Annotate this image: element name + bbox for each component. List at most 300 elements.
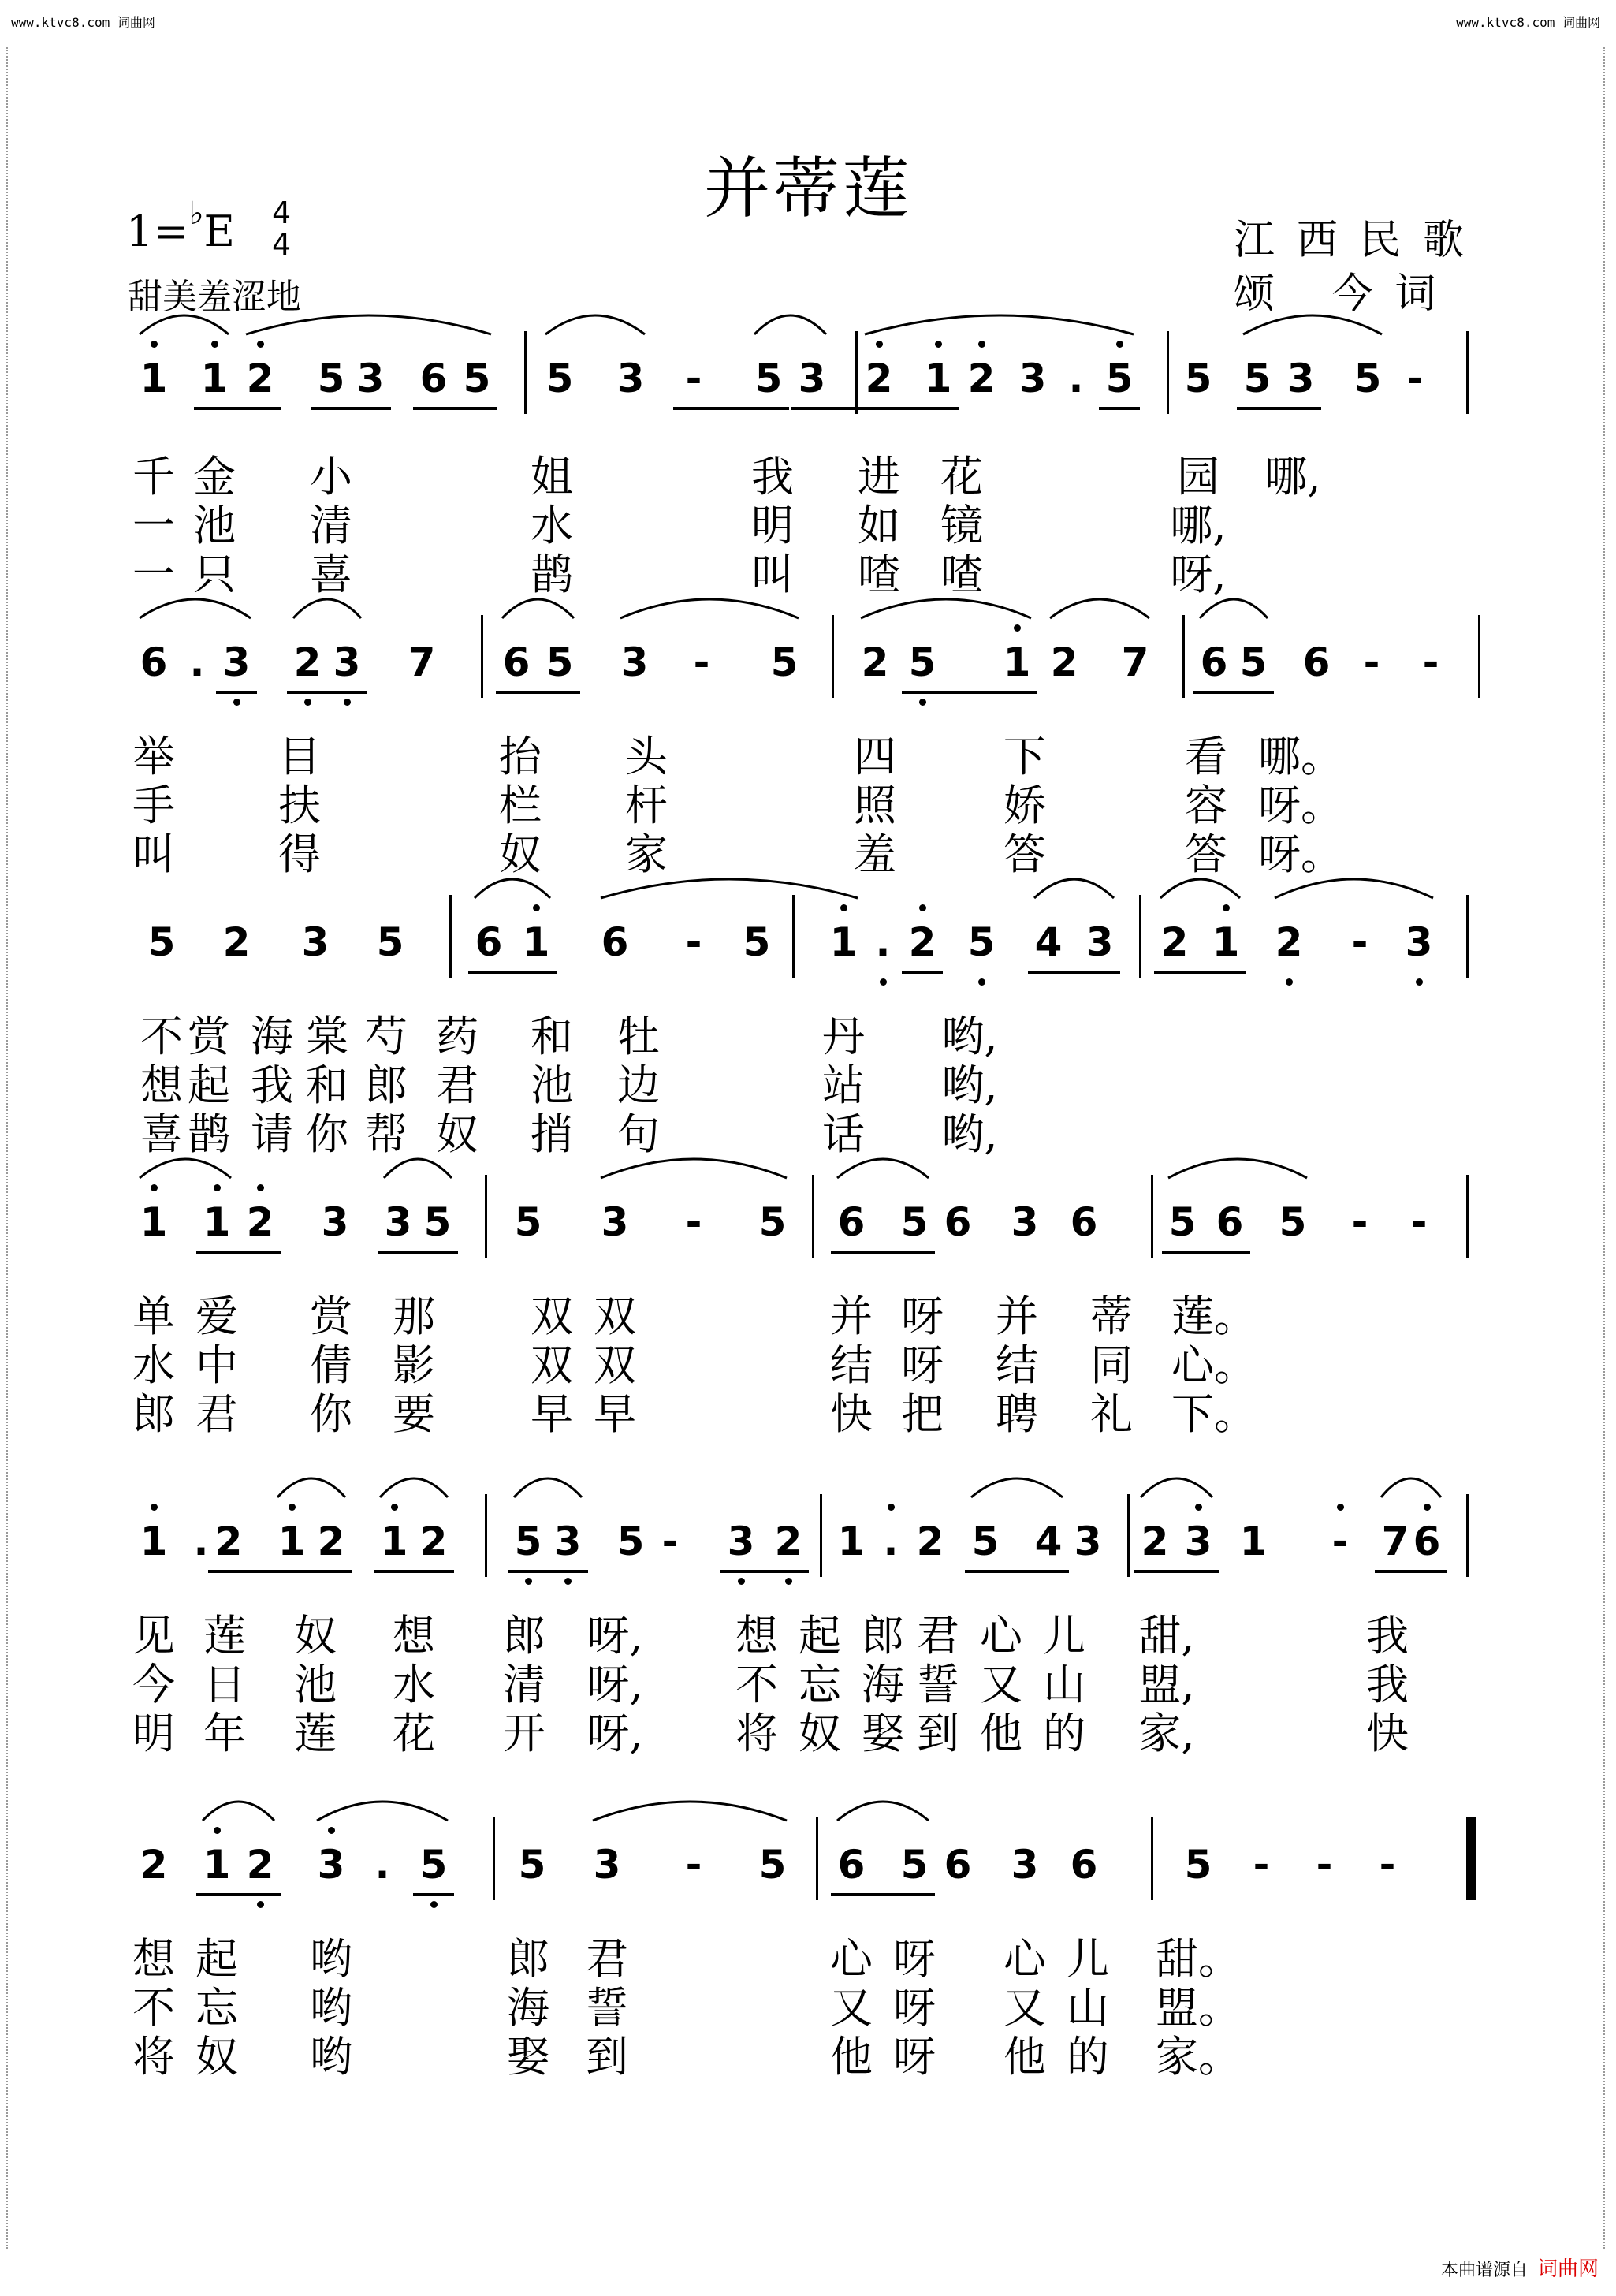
lyric-syllable: 又 xyxy=(1003,1983,1046,2033)
note: - xyxy=(1316,1842,1333,1888)
note: 5 xyxy=(1184,1842,1212,1888)
lyric-syllable: 的 xyxy=(1067,2032,1109,2082)
note: . xyxy=(374,1842,390,1888)
note: 3 xyxy=(620,639,649,685)
note: - xyxy=(685,1842,702,1888)
note: 1 xyxy=(203,1199,231,1245)
lyric-syllable: 金 xyxy=(193,452,236,501)
lyric-syllable: 将 xyxy=(735,1709,778,1758)
note: - xyxy=(1379,1842,1396,1888)
song-title: 并蒂莲 xyxy=(703,150,912,227)
lyric-syllable: 栏 xyxy=(499,781,542,830)
lyric-syllable: 想 xyxy=(140,1060,183,1110)
lyric-syllable: 千 xyxy=(132,452,175,501)
lyric-syllable: 盟。 xyxy=(1156,1983,1241,2033)
note: 1 xyxy=(203,1842,231,1888)
lyric-syllable: 日 xyxy=(203,1660,246,1709)
lyric-syllable: 誓 xyxy=(917,1660,959,1709)
lyric-syllable: 将 xyxy=(132,2032,175,2082)
note: . xyxy=(189,639,205,685)
note: 5 xyxy=(1239,639,1268,685)
lyric-syllable: 喳 xyxy=(858,550,900,599)
lyric-syllable: 姐 xyxy=(531,452,573,501)
note: 1 xyxy=(140,356,168,401)
lyric-syllable: 我 xyxy=(1366,1660,1409,1709)
note: 5 xyxy=(545,639,574,685)
note: 3 xyxy=(222,639,251,685)
lyric-syllable: 牡 xyxy=(617,1012,660,1061)
slur xyxy=(593,1802,787,1821)
slur xyxy=(971,1478,1063,1497)
note: 1 xyxy=(1003,639,1031,685)
lyric-syllable: 山 xyxy=(1067,1983,1109,2033)
note: 2 xyxy=(1050,639,1078,685)
lyric-syllable: 心 xyxy=(1003,1934,1046,1984)
note: 1 xyxy=(140,1519,168,1564)
lyric-syllable: 不 xyxy=(132,1983,175,2033)
note: 3 xyxy=(727,1519,755,1564)
lyric-syllable: 喳 xyxy=(940,550,983,599)
note: 6 xyxy=(1200,639,1228,685)
note: 3 xyxy=(1405,919,1433,965)
note: 1 xyxy=(837,1519,866,1564)
watermark-left: www.ktvc8.com 词曲网 xyxy=(11,15,155,30)
lyric-syllable: 棠 xyxy=(306,1012,348,1061)
note: 3 xyxy=(1011,1199,1039,1245)
lyric-syllable: 水 xyxy=(393,1660,435,1709)
lyric-syllable: 奴 xyxy=(436,1109,478,1159)
slur xyxy=(384,1159,452,1178)
note: 3 xyxy=(1184,1519,1212,1564)
lyric-syllable: 羞 xyxy=(854,829,896,879)
note: 2 xyxy=(774,1519,802,1564)
lyric-syllable: 结 xyxy=(830,1340,873,1390)
lyric-syllable: 和 xyxy=(306,1060,348,1110)
note: 2 xyxy=(214,1519,243,1564)
lyric-syllable: 呀, xyxy=(1170,550,1227,599)
lyric-syllable: 呀, xyxy=(586,1660,643,1709)
note: 3 xyxy=(317,1842,345,1888)
note: 3 xyxy=(384,1199,412,1245)
lyric-syllable: 快 xyxy=(1366,1709,1409,1758)
note: 5 xyxy=(743,919,771,965)
lyric-syllable: 不 xyxy=(140,1012,183,1061)
note: 4 xyxy=(1034,1519,1063,1564)
lyric-syllable: 心。 xyxy=(1171,1340,1257,1390)
lyric-syllable: 心 xyxy=(830,1934,873,1984)
lyric-syllable: 双 xyxy=(594,1340,636,1390)
lyric-syllable: 喜 xyxy=(310,550,352,599)
lyric-syllable: 池 xyxy=(193,501,236,550)
lyric-syllable: 家, xyxy=(1138,1709,1195,1758)
lyric-syllable: 园 xyxy=(1177,452,1219,501)
note: 6 xyxy=(140,639,168,685)
note: 3 xyxy=(333,639,361,685)
lyric-syllable: 蒂 xyxy=(1090,1292,1133,1341)
slur xyxy=(754,315,826,334)
slur xyxy=(140,1159,231,1178)
lyric-syllable: 起 xyxy=(188,1060,230,1110)
lyric-syllable: 誓 xyxy=(586,1983,628,2033)
slur xyxy=(861,599,1031,618)
note: 5 xyxy=(900,1199,929,1245)
note: - xyxy=(685,919,702,965)
note: 2 xyxy=(293,639,322,685)
lyric-syllable: 又 xyxy=(830,1983,873,2033)
lyric-syllable: 呀 xyxy=(893,1934,936,1984)
lyric-syllable: 扶 xyxy=(278,781,321,830)
note: 2 xyxy=(861,639,889,685)
lyric-syllable: 哟 xyxy=(310,2032,352,2082)
slur xyxy=(1050,599,1149,618)
slur xyxy=(865,315,1134,334)
lyric-syllable: 忘 xyxy=(799,1660,841,1709)
lyric-syllable: 同 xyxy=(1090,1340,1133,1390)
lyric-syllable: 鹊 xyxy=(188,1109,230,1159)
slur xyxy=(246,315,491,334)
lyric-syllable: 下 xyxy=(1003,732,1046,781)
note: - xyxy=(685,356,702,401)
lyric-syllable: 哪, xyxy=(1264,452,1321,501)
note: 1 xyxy=(924,356,952,401)
lyric-syllable: 鹊 xyxy=(531,550,573,599)
key-letter: E xyxy=(203,207,235,256)
lyric-syllable: 郎 xyxy=(862,1611,904,1660)
note: 2 xyxy=(246,1842,274,1888)
lyric-syllable: 边 xyxy=(617,1060,660,1110)
lyric-syllable: 今 xyxy=(132,1660,175,1709)
lyric-syllable: 影 xyxy=(393,1340,435,1390)
slur xyxy=(502,599,574,618)
lyric-syllable: 杆 xyxy=(625,781,668,830)
slur xyxy=(380,1478,448,1497)
note: 1 xyxy=(1212,919,1240,965)
lyric-syllable: 句 xyxy=(617,1109,660,1159)
lyric-syllable: 一 xyxy=(132,501,175,550)
lyric-syllable: 双 xyxy=(531,1340,573,1390)
lyric-syllable: 小 xyxy=(310,452,352,501)
footer-text: 本曲谱源自 xyxy=(1440,2261,1528,2280)
note: . xyxy=(193,1519,209,1564)
lyric-syllable: 呀 xyxy=(901,1340,944,1390)
lyric-syllable: 奴 xyxy=(195,2032,238,2082)
lyric-syllable: 哪。 xyxy=(1258,732,1343,781)
note: 2 xyxy=(317,1519,345,1564)
note: 6 xyxy=(1070,1199,1098,1245)
note: 6 xyxy=(837,1199,866,1245)
lyric-syllable: 开 xyxy=(503,1709,545,1758)
lyric-syllable: 不 xyxy=(735,1660,778,1709)
note: 2 xyxy=(967,356,996,401)
lyric-syllable: 爱 xyxy=(195,1292,238,1341)
slur xyxy=(317,1802,448,1821)
slur xyxy=(140,599,251,618)
note: - xyxy=(1406,356,1424,401)
lyric-syllable: 手 xyxy=(132,781,175,830)
slur xyxy=(1168,1159,1307,1178)
note: 6 xyxy=(944,1199,972,1245)
lyric-syllable: 并 xyxy=(830,1292,873,1341)
lyric-syllable: 早 xyxy=(531,1389,573,1439)
note: 1 xyxy=(380,1519,408,1564)
lyric-syllable: 呀 xyxy=(901,1292,944,1341)
lyric-syllable: 呀, xyxy=(586,1709,643,1758)
lyric-syllable: 儿 xyxy=(1043,1611,1085,1660)
lyric-syllable: 抬 xyxy=(499,732,542,781)
lyric-syllable: 呀。 xyxy=(1258,781,1343,830)
note: 1 xyxy=(200,356,229,401)
lyric-syllable: 照 xyxy=(854,781,896,830)
note: - xyxy=(1253,1842,1270,1888)
note: 5 xyxy=(147,919,176,965)
lyric-syllable: 头 xyxy=(625,732,668,781)
note: 2 xyxy=(865,356,893,401)
lyric-syllable: 倩 xyxy=(310,1340,352,1390)
lyric-syllable: 并 xyxy=(996,1292,1038,1341)
lyric-syllable: 你 xyxy=(306,1109,348,1159)
lyric-syllable: 君 xyxy=(586,1934,628,1984)
lyric-syllable: 海 xyxy=(507,1983,549,2033)
lyric-syllable: 帮 xyxy=(365,1109,408,1159)
footer-site: 词曲网 xyxy=(1536,2257,1599,2281)
lyric-syllable: 喜 xyxy=(140,1109,183,1159)
slur xyxy=(1381,1478,1441,1497)
lyric-syllable: 娶 xyxy=(862,1709,904,1758)
lyric-syllable: 呀。 xyxy=(1258,829,1343,879)
note: 3 xyxy=(798,356,826,401)
note: 1 xyxy=(1239,1519,1268,1564)
lyric-syllable: 到 xyxy=(586,2032,628,2082)
lyric-syllable: 又 xyxy=(980,1660,1022,1709)
note: - xyxy=(1351,919,1368,965)
lyric-syllable: 君 xyxy=(195,1389,238,1439)
footer xyxy=(1441,2253,1599,2282)
note: 5 xyxy=(758,1199,787,1245)
watermark-right: www.ktvc8.com 词曲网 xyxy=(1456,15,1600,30)
note: 3 xyxy=(1018,356,1047,401)
note: 4 xyxy=(1034,919,1063,965)
lyric-syllable: 进 xyxy=(858,452,900,501)
lyric-syllable: 叫 xyxy=(132,829,175,879)
lyric-syllable: 郎 xyxy=(132,1389,175,1439)
lyric-syllable: 我 xyxy=(251,1060,293,1110)
slur xyxy=(1275,879,1433,898)
note: 5 xyxy=(545,356,574,401)
note: 6 xyxy=(1216,1199,1244,1245)
slur xyxy=(514,1478,582,1497)
lyric-syllable: 君 xyxy=(436,1060,478,1110)
note: 3 xyxy=(553,1519,582,1564)
slur xyxy=(837,1159,929,1178)
note: 5 xyxy=(1279,1199,1307,1245)
lyric-syllable: 聘 xyxy=(996,1389,1038,1439)
note: 5 xyxy=(770,639,799,685)
note: 5 xyxy=(616,1519,645,1564)
lyric-syllable: 海 xyxy=(251,1012,293,1061)
note: . xyxy=(1068,356,1084,401)
lyric-syllable: 答 xyxy=(1003,829,1046,879)
note: 6 xyxy=(419,356,448,401)
lyric-syllable: 请 xyxy=(251,1109,293,1159)
lyric-syllable: 哟, xyxy=(941,1109,998,1159)
lyric-syllable: 家。 xyxy=(1156,2032,1241,2082)
lyric-syllable: 那 xyxy=(393,1292,435,1341)
note: 5 xyxy=(423,1199,452,1245)
note: 6 xyxy=(1413,1519,1441,1564)
note: - xyxy=(661,1519,679,1564)
lyric-syllable: 他 xyxy=(1003,2032,1046,2082)
slur xyxy=(293,599,361,618)
lyric-syllable: 奴 xyxy=(499,829,542,879)
note: 2 xyxy=(140,1842,168,1888)
lyric-syllable: 快 xyxy=(830,1389,873,1439)
lyric-syllable: 药 xyxy=(436,1012,478,1061)
slur xyxy=(277,1478,345,1497)
lyric-syllable: 奴 xyxy=(294,1611,337,1660)
lyric-syllable: 叫 xyxy=(751,550,794,599)
note: 6 xyxy=(944,1842,972,1888)
note: 7 xyxy=(1121,639,1149,685)
lyricist-credit: 颂 今词 xyxy=(1234,270,1458,318)
slur xyxy=(620,599,799,618)
note: 5 xyxy=(1105,356,1134,401)
lyric-syllable: 镜 xyxy=(940,501,983,550)
lyric-syllable: 哟, xyxy=(941,1012,998,1061)
note: 3 xyxy=(321,1199,349,1245)
slur xyxy=(475,879,550,898)
lyric-syllable: 忘 xyxy=(195,1983,238,2033)
lyric-syllable: 到 xyxy=(917,1709,959,1758)
slur xyxy=(1160,879,1240,898)
lyric-syllable: 站 xyxy=(822,1060,865,1110)
lyric-syllable: 下。 xyxy=(1171,1389,1257,1439)
lyric-syllable: 儿 xyxy=(1067,1934,1109,1984)
note: 5 xyxy=(317,356,345,401)
note: 2 xyxy=(1160,919,1189,965)
lyric-syllable: 郎 xyxy=(503,1611,545,1660)
lyric-syllable: 清 xyxy=(310,501,352,550)
slur xyxy=(1034,879,1114,898)
note: 5 xyxy=(514,1519,542,1564)
expression-marking: 甜美羞涩地 xyxy=(128,277,301,317)
note: 1 xyxy=(829,919,858,965)
lyric-syllable: 心 xyxy=(980,1611,1022,1660)
note: 1 xyxy=(140,1199,168,1245)
lyric-syllable: 哟 xyxy=(310,1934,352,1984)
lyric-syllable: 结 xyxy=(996,1340,1038,1390)
lyric-syllable: 他 xyxy=(830,2032,873,2082)
lyric-syllable: 赏 xyxy=(310,1292,352,1341)
lyric-syllable: 海 xyxy=(862,1660,904,1709)
slur xyxy=(1200,599,1268,618)
note: 3 xyxy=(1011,1842,1039,1888)
note: 2 xyxy=(1141,1519,1169,1564)
lyric-syllable: 他 xyxy=(980,1709,1022,1758)
lyric-syllable: 话 xyxy=(822,1109,865,1159)
note: 6 xyxy=(837,1842,866,1888)
lyric-syllable: 年 xyxy=(203,1709,246,1758)
note: 2 xyxy=(246,356,274,401)
note: 5 xyxy=(463,356,491,401)
note: - xyxy=(1363,639,1380,685)
lyric-syllable: 要 xyxy=(393,1389,435,1439)
lyric-syllable: 见 xyxy=(132,1611,175,1660)
note: 5 xyxy=(900,1842,929,1888)
lyric-syllable: 四 xyxy=(854,732,896,781)
lyric-syllable: 呀, xyxy=(586,1611,643,1660)
note: 5 xyxy=(1243,356,1272,401)
note: 1 xyxy=(522,919,550,965)
note: 3 xyxy=(356,356,385,401)
lyric-syllable: 早 xyxy=(594,1389,636,1439)
note: 5 xyxy=(518,1842,546,1888)
slur xyxy=(140,315,229,334)
note: 5 xyxy=(419,1842,448,1888)
lyric-syllable: 我 xyxy=(751,452,794,501)
lyric-syllable: 想 xyxy=(735,1611,778,1660)
note: 2 xyxy=(419,1519,448,1564)
lyric-syllable: 池 xyxy=(294,1660,337,1709)
lyric-syllable: 奴 xyxy=(799,1709,841,1758)
note: - xyxy=(1351,1199,1368,1245)
lyric-syllable: 想 xyxy=(393,1611,435,1660)
lyric-syllable: 呀 xyxy=(893,2032,936,2082)
note: 6 xyxy=(1070,1842,1098,1888)
lyric-syllable: 捎 xyxy=(531,1109,573,1159)
lyric-syllable: 水 xyxy=(132,1340,175,1390)
lyric-syllable: 中 xyxy=(195,1340,238,1390)
note: - xyxy=(685,1199,702,1245)
lyric-syllable: 哟 xyxy=(310,1983,352,2033)
lyric-syllable: 如 xyxy=(858,501,900,550)
lyric-syllable: 我 xyxy=(1366,1611,1409,1660)
note: . xyxy=(883,1519,899,1564)
note: 2 xyxy=(222,919,251,965)
lyric-syllable: 容 xyxy=(1185,781,1227,830)
note: 2 xyxy=(1275,919,1303,965)
note: 1 xyxy=(277,1519,306,1564)
lyric-syllable: 花 xyxy=(393,1709,435,1758)
note: 6 xyxy=(475,919,503,965)
note: 5 xyxy=(1353,356,1382,401)
note: 2 xyxy=(246,1199,274,1245)
lyric-syllable: 你 xyxy=(310,1389,352,1439)
meter-bottom: 4 xyxy=(272,227,292,262)
lyric-syllable: 花 xyxy=(940,452,983,501)
note: 6 xyxy=(502,639,531,685)
lyric-syllable: 哪, xyxy=(1170,501,1227,550)
lyric-syllable: 赏 xyxy=(188,1012,230,1061)
lyric-syllable: 举 xyxy=(132,732,175,781)
lyric-syllable: 家 xyxy=(625,829,668,879)
lyric-syllable: 郎 xyxy=(365,1060,408,1110)
note: 5 xyxy=(908,639,936,685)
note: 5 xyxy=(376,919,404,965)
lyric-syllable: 答 xyxy=(1185,829,1227,879)
lyric-syllable: 莲 xyxy=(203,1611,246,1660)
note: 5 xyxy=(514,1199,542,1245)
note: 2 xyxy=(916,1519,944,1564)
key-prefix: 1= xyxy=(126,207,189,256)
note: 3 xyxy=(616,356,645,401)
lyric-syllable: 双 xyxy=(531,1292,573,1341)
lyric-syllable: 娇 xyxy=(1003,781,1046,830)
slur xyxy=(1141,1478,1212,1497)
lyric-syllable: 一 xyxy=(132,550,175,599)
lyric-syllable: 礼 xyxy=(1090,1389,1133,1439)
note: - xyxy=(1410,1199,1428,1245)
meter-top: 4 xyxy=(272,196,292,230)
